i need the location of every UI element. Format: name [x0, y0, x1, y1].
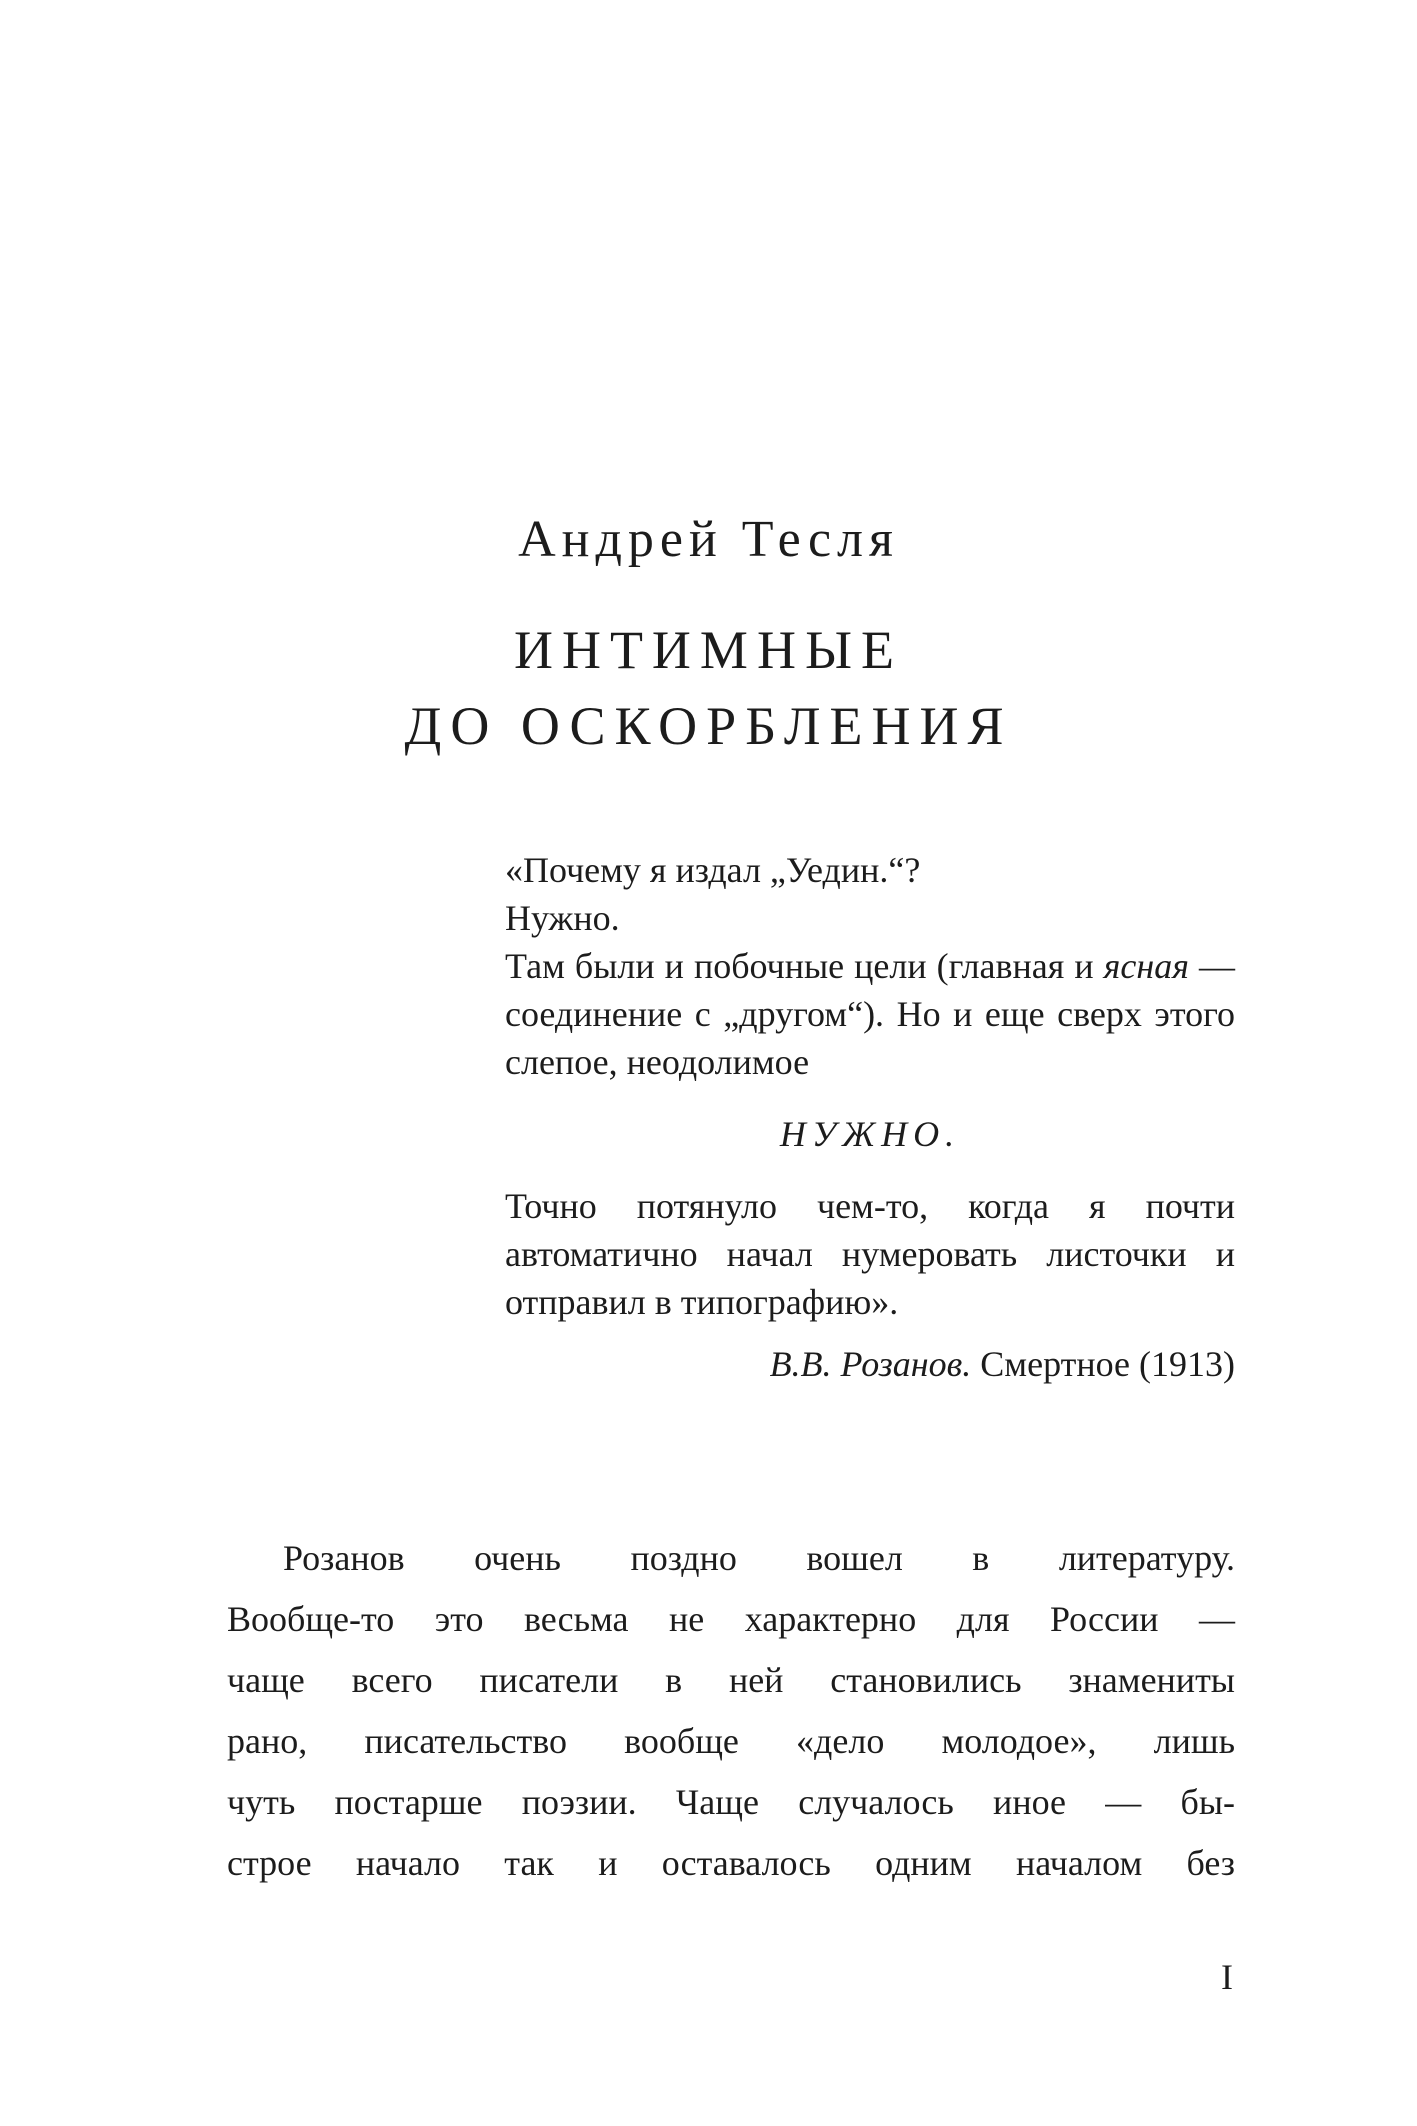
body-line-4: рано, писательство вообще «дело молодое», лишь: [227, 1721, 1235, 1761]
body-line-6: строе начало так и оставалось одним началом без: [227, 1843, 1235, 1883]
author-name: Андрей Тесля: [518, 511, 899, 568]
epigraph-attribution: [505, 1340, 1235, 1388]
epigraph-attribution-author: В.В. Розанов.: [769, 1344, 972, 1384]
chapter-title-line-2: ДО ОСКОРБЛЕНИЯ: [404, 696, 1013, 756]
body-line-3: чаще всего писатели в ней становились знамениты: [227, 1660, 1235, 1700]
body-line-1: Розанов очень поздно вошел в литературу.: [283, 1538, 1235, 1578]
epigraph-emphasis: НУЖНО.: [779, 1114, 961, 1154]
epigraph: [505, 846, 1235, 1388]
epigraph-line-2: Нужно.: [505, 898, 620, 938]
epigraph-line-1: «Почему я издал „Уедин.“?: [505, 850, 921, 890]
epigraph-attribution-work: Смертное (1913): [971, 1344, 1235, 1384]
chapter-title: [0, 612, 1417, 764]
epigraph-paragraph-1: [505, 942, 1235, 1086]
epigraph-paragraph-1-end: — соединение с „другом“). Но и еще сверх этого слепое, неодолимое: [505, 946, 1235, 1082]
chapter-title-line-1: ИНТИМНЫЕ: [513, 620, 904, 680]
body-paragraph: [227, 1528, 1235, 1894]
page-number: I: [1221, 1957, 1233, 1997]
epigraph-paragraph-2: Точно потянуло чем-то, когда я почти автоматично начал нумеровать листочки и отправил в типографию».: [505, 1186, 1235, 1322]
body-line-2: Вообще-то это весьма не характерно для России —: [227, 1599, 1235, 1639]
epigraph-italic-word: ясная: [1103, 946, 1189, 986]
epigraph-paragraph-1-start: Там были и побочные цели (главная и: [505, 946, 1104, 986]
body-line-5: чуть постарше поэзии. Чаще случалось иное — бы-: [227, 1782, 1235, 1822]
